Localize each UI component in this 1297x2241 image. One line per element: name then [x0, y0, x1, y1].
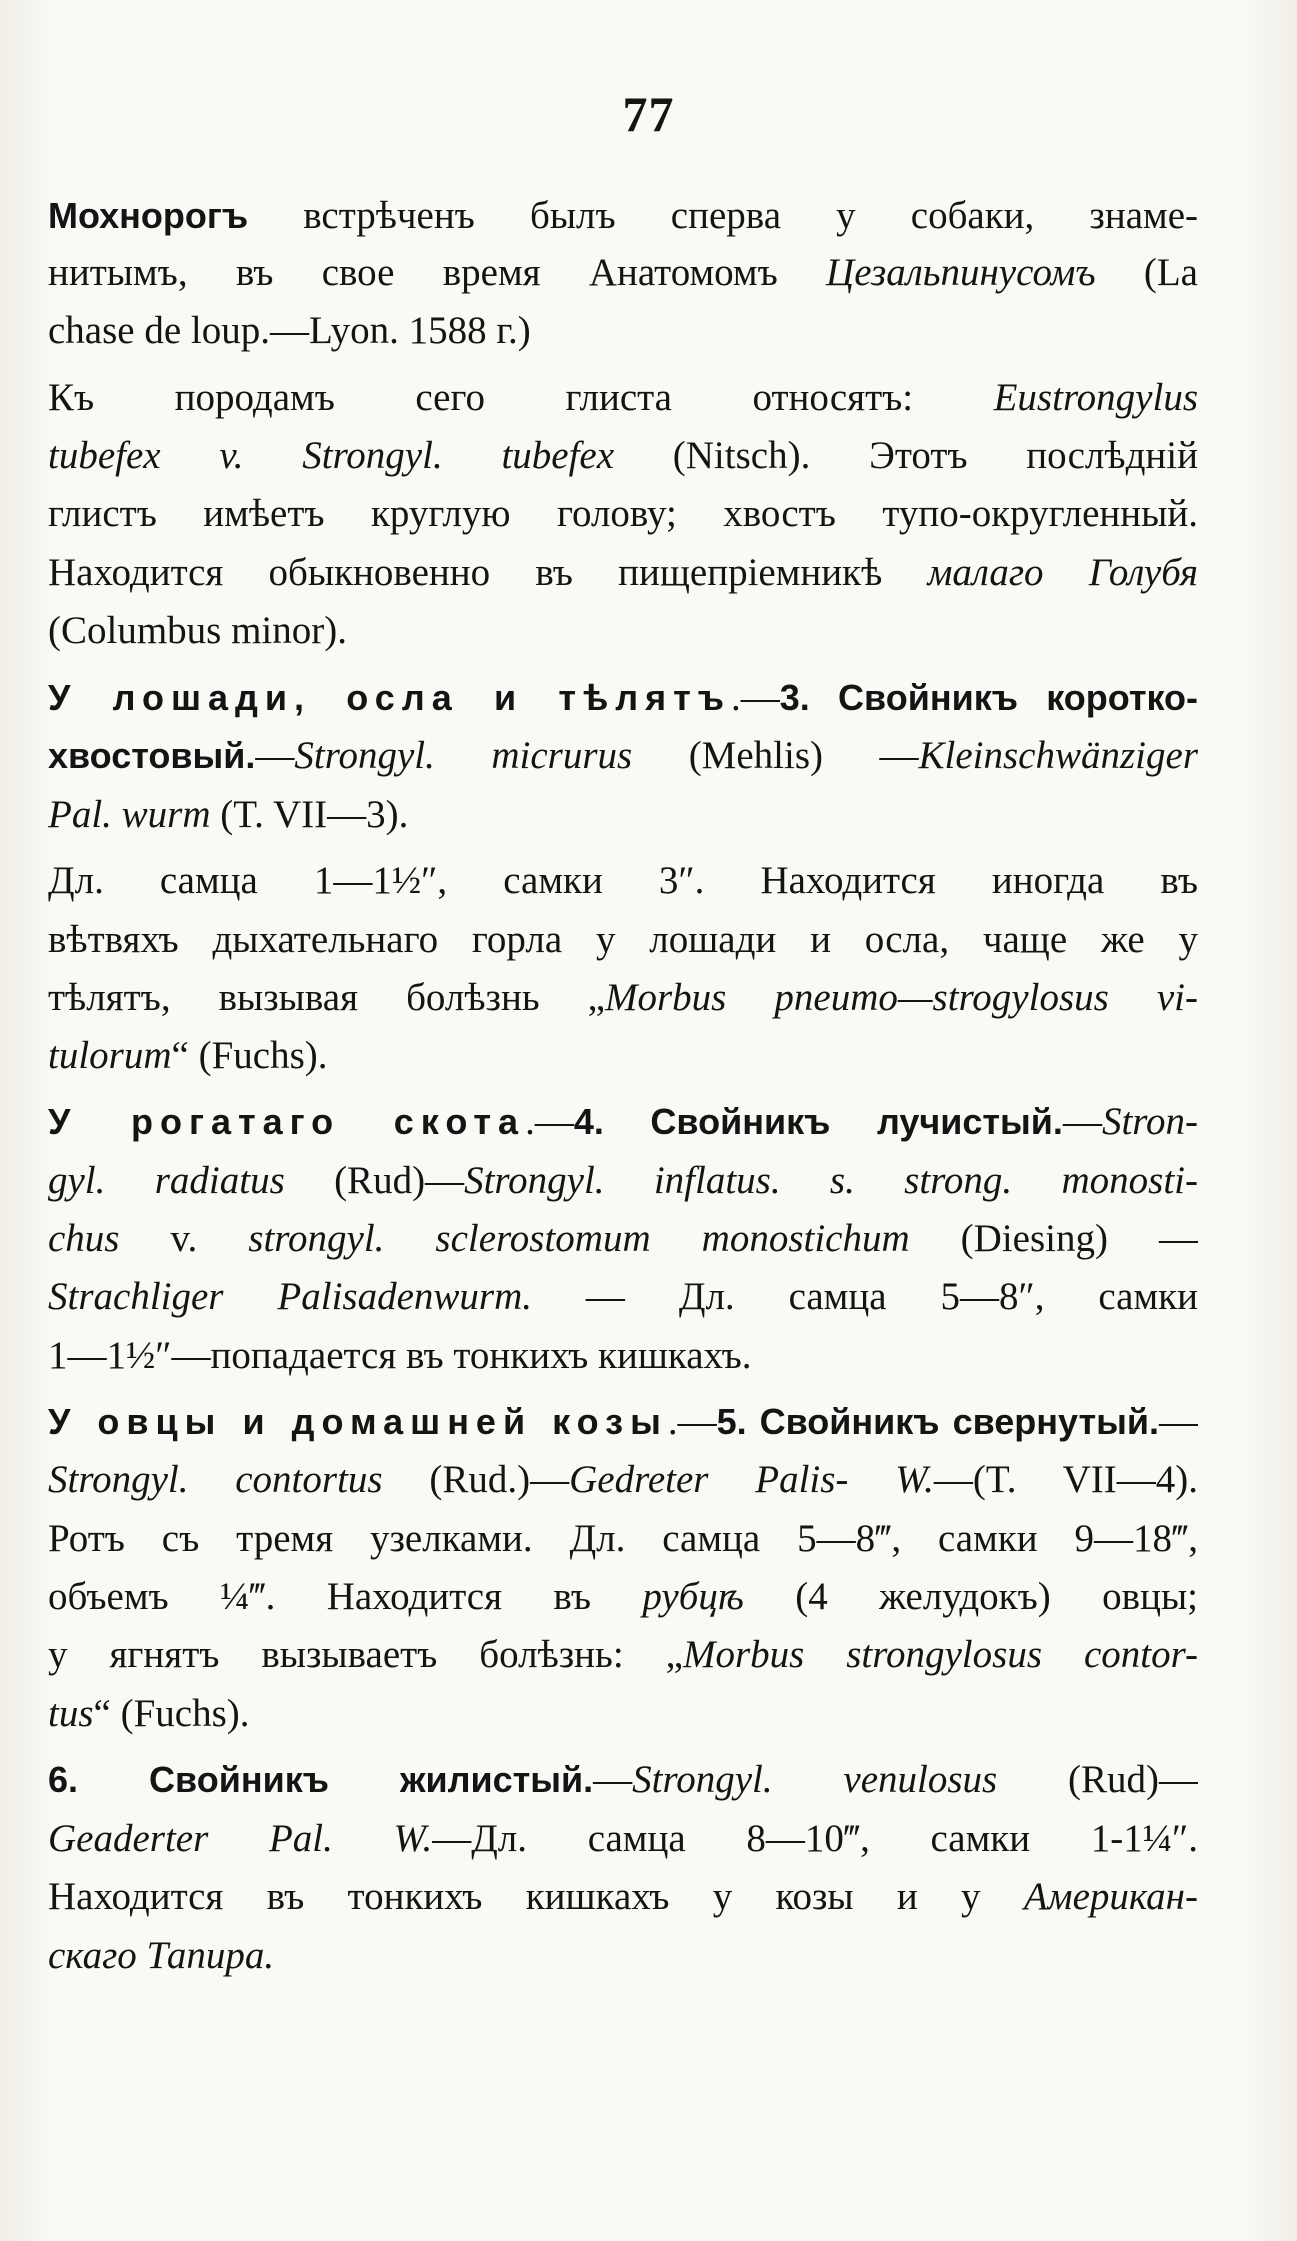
text-line: [48, 1752, 1198, 1808]
text-run: 1—1½″—попадается въ тонкихъ кишкахъ.: [48, 1334, 752, 1377]
text-run: (Nitsch). Этотъ послѣдній: [614, 434, 1198, 477]
text-run: тѣлятъ, вызывая болѣзнь „: [48, 976, 605, 1019]
text-run: chus: [48, 1217, 120, 1260]
text-line: [48, 787, 1198, 843]
text-run: —: [1062, 1100, 1102, 1143]
text-run: нитымъ, въ свое время Анатомомъ: [48, 251, 827, 294]
text-run: strongyl. sclerostomum monostichum: [248, 1217, 910, 1260]
text-line: [48, 245, 1198, 301]
text-run: Strongyl. inflatus. s. strong. monosti-: [464, 1159, 1198, 1202]
text-run: Цезальпинусомъ: [826, 251, 1096, 294]
text-run: —Дл. самца 8—10‴, самки 1-1¼″.: [432, 1817, 1198, 1860]
text-run: Strachliger Palisadenwurm.: [48, 1275, 532, 1318]
text-line: [48, 1153, 1198, 1209]
text-run: Американ-: [1023, 1875, 1198, 1918]
text-line: [48, 428, 1198, 484]
text-run: 6. Свойникъ жилистый.: [48, 1759, 594, 1800]
text-run: Мохнорогъ: [48, 195, 249, 236]
text-run: У овцы и домашней козы: [48, 1401, 668, 1442]
text-run: (Rud)—: [997, 1758, 1198, 1801]
text-run: (4 желудокъ) овцы;: [743, 1575, 1198, 1618]
text-run: Kleinschwänziger: [918, 734, 1198, 777]
text-run: (Diesing) —: [909, 1217, 1198, 1260]
text-run: объемъ ¼‴. Находится въ: [48, 1575, 643, 1618]
text-run: —: [1159, 1400, 1198, 1443]
text-run: gyl. radiatus: [48, 1159, 285, 1202]
text-run: — Дл. самца 5—8″, самки: [532, 1275, 1198, 1318]
text-run: .—: [525, 1100, 574, 1143]
text-run: .—: [667, 1400, 717, 1443]
text-line: [48, 1094, 1198, 1150]
text-run: Находится въ тонкихъ кишкахъ у козы и у: [48, 1875, 1024, 1918]
text-run: Strongyl. venulosus: [632, 1758, 998, 1801]
text-run: —(T. VII—4).: [933, 1458, 1198, 1501]
text-line: [48, 188, 1198, 244]
text-run: Strongyl. micrurus: [294, 734, 633, 777]
text-run: (Columbus minor).: [48, 609, 347, 652]
text-run: 5. Свойникъ свернутый.: [716, 1401, 1159, 1442]
text-run: (Mehlis) —: [632, 734, 919, 777]
text-run: (T. VII—3).: [210, 793, 409, 836]
text-run: (Rud)—: [284, 1159, 465, 1202]
text-run: Strongyl. contortus: [48, 1458, 383, 1501]
text-line: [48, 1511, 1198, 1567]
text-run: У рогатаго скота: [48, 1101, 526, 1142]
text-line: [48, 1686, 1198, 1742]
text-run: Morbus strongylosus contor-: [682, 1633, 1198, 1676]
text-run: малаго Голубя: [927, 551, 1198, 594]
text-line: [48, 670, 1198, 726]
text-run: глистъ имѣетъ круглую голову; хвостъ тупо-округленный.: [48, 492, 1198, 535]
text-line: [48, 912, 1198, 968]
text-line: [48, 303, 1198, 359]
text-line: [48, 1211, 1198, 1267]
text-run: Geaderter Pal. W.: [48, 1817, 433, 1860]
text-line: [48, 1627, 1198, 1683]
text-run: —: [593, 1758, 633, 1801]
text-line: [48, 1269, 1198, 1325]
text-run: Pal. wurm: [48, 793, 211, 836]
text-run: tulorum: [48, 1034, 172, 1077]
text-line: [48, 486, 1198, 542]
text-line: [48, 1811, 1198, 1867]
text-line: [48, 370, 1198, 426]
text-run: встрѣченъ былъ сперва у собаки, знаме-: [248, 194, 1198, 237]
text-run: tus: [48, 1692, 94, 1735]
text-run: Дл. самца 1—1½″, самки 3″. Находится иногда въ: [48, 859, 1198, 902]
text-run: 3. Свойникъ коротко-: [779, 677, 1198, 718]
text-run: Gedreter Palis- W.: [569, 1458, 934, 1501]
text-run: tubefex v. Strongyl. tubefex: [48, 434, 615, 477]
text-run: “ (Fuchs).: [171, 1034, 328, 1077]
text-run: Находится обыкновенно въ пищепріемникѣ: [48, 551, 928, 594]
text-run: хвостовый.: [48, 735, 256, 776]
text-line: [48, 970, 1198, 1026]
text-line: [48, 1569, 1198, 1625]
text-run: скаго Тапира.: [48, 1934, 275, 1977]
text-run: Eustrongylus: [993, 376, 1198, 419]
text-run: v.: [119, 1217, 249, 1260]
text-run: 4. Свойникъ лучистый.: [573, 1101, 1063, 1142]
text-run: chase de loup.—Lyon. 1588 г.): [48, 309, 531, 352]
text-line: [48, 1028, 1198, 1084]
text-run: (Rud.)—: [382, 1458, 570, 1501]
text-run: Ротъ съ тремя узелками. Дл. самца 5—8‴, самки 9—18‴,: [48, 1517, 1198, 1560]
text-run: Stron-: [1101, 1100, 1198, 1143]
text-run: рубцѣ: [642, 1575, 744, 1618]
text-line: [48, 1394, 1198, 1450]
text-line: [48, 1452, 1198, 1508]
text-run: —: [255, 734, 295, 777]
text-line: [48, 1928, 1198, 1984]
text-run: Morbus pneumo—strogylosus vi-: [605, 976, 1198, 1019]
text-run: Къ породамъ сего глиста относятъ:: [48, 376, 994, 419]
text-line: [48, 1328, 1198, 1384]
text-line: [48, 728, 1198, 784]
text-run: вѣтвяхъ дыхательнаго горла у лошади и осла, чаще же у: [48, 918, 1198, 961]
text-run: .—: [731, 676, 780, 719]
text-run: (La: [1095, 251, 1198, 294]
text-line: [48, 853, 1198, 909]
text-line: [48, 545, 1198, 601]
text-run: У лошади, осла и тѣлятъ: [48, 677, 732, 718]
page-number: 77: [622, 86, 675, 142]
text-run: “ (Fuchs).: [93, 1692, 250, 1735]
text-run: у ягнятъ вызываетъ болѣзнь: „: [48, 1633, 683, 1676]
text-line: [48, 1869, 1198, 1925]
text-line: [48, 603, 1198, 659]
